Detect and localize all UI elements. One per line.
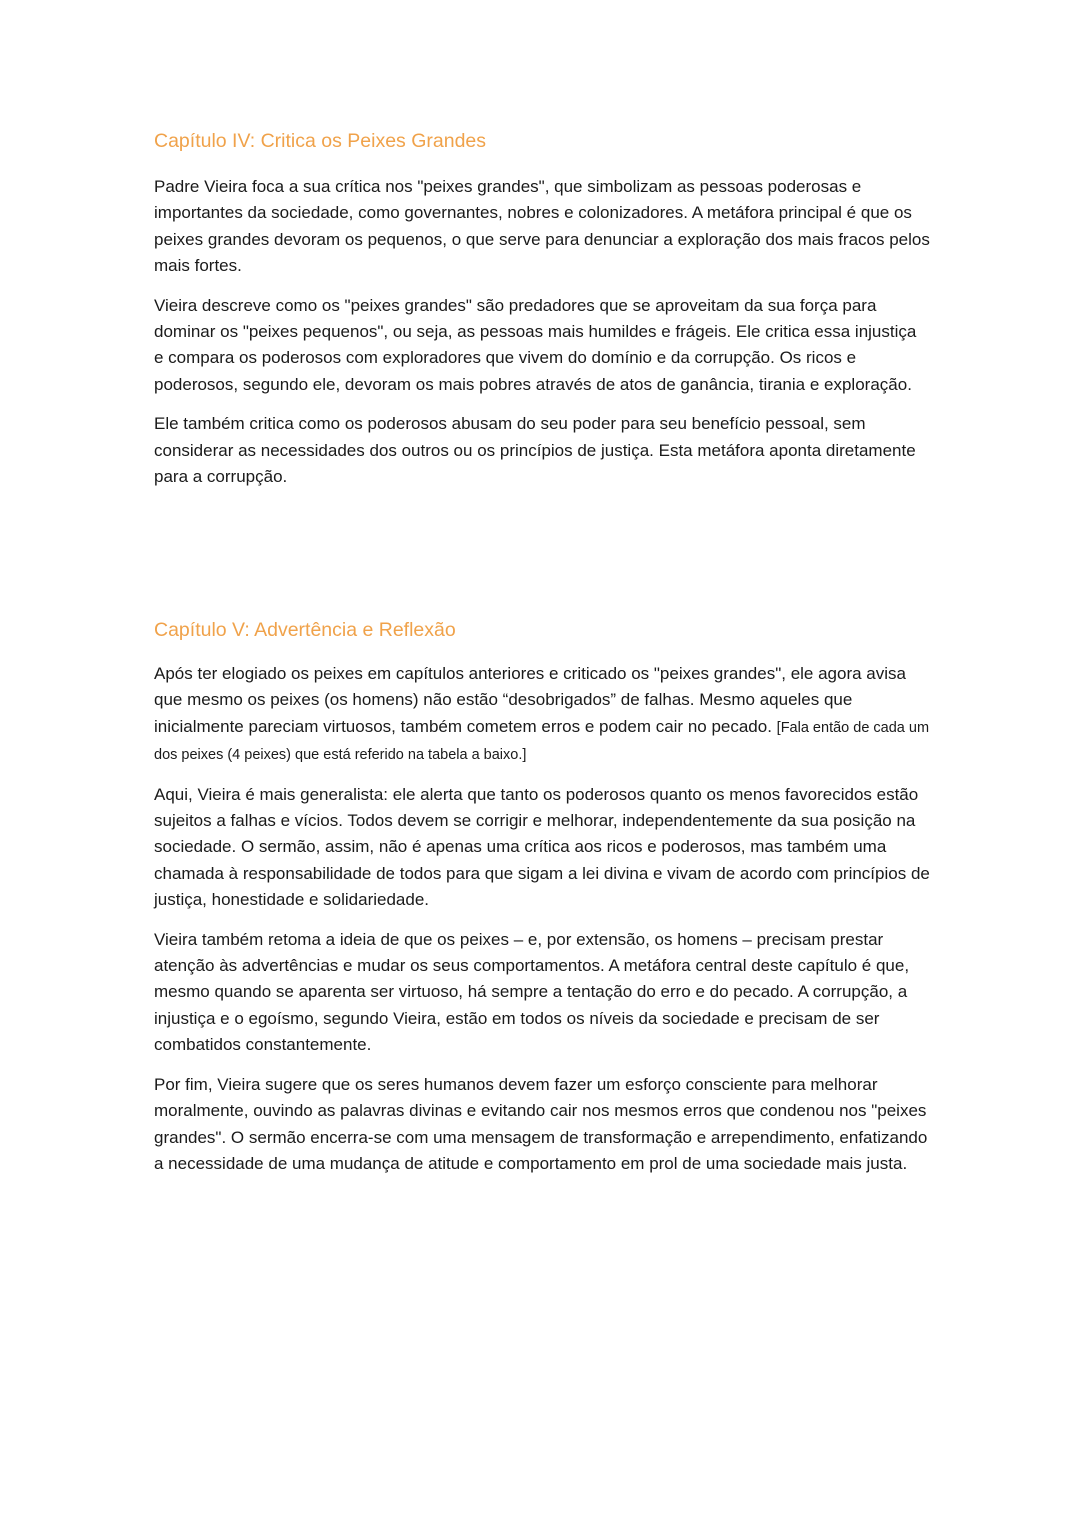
chapter-4-heading: Capítulo IV: Critica os Peixes Grandes	[154, 130, 487, 152]
chapter-5-paragraph-1: Aqui, Vieira é mais generalista: ele alerta que tanto os poderosos quanto os menos favorecidos estão sujeitos a falhas e vícios. Todos devem se corrigir e melhorar, independentemente da sua posição na sociedade. O sermão, assim, não é apenas uma crítica aos ricos e poderosos, mas também uma chamada à responsabilidade de todos para que sigam a lei divina e vivam de acordo com princípios de justiça, honestidade e solidariedade.	[154, 784, 930, 910]
chapter-4-paragraph-2: Vieira descreve como os "peixes grandes" são predadores que se aproveitam da sua força para dominar os "peixes pequenos", ou seja, as pessoas mais humildes e frágeis. Ele critica essa injustiça e compara os poderosos com exploradores que vivem do domínio e da corrupção. Os ricos e poderosos, segundo ele, devoram os mais pobres através de atos de ganância, tirania e exploração.	[154, 295, 917, 394]
chapter-5-paragraph-3: Por fim, Vieira sugere que os seres humanos devem fazer um esforço consciente para melhorar moralmente, ouvindo as palavras divinas e evitando cair nos mesmos erros que condenou nos "peixes grandes". O sermão encerra-se com uma mensagem de transformação e arrependimento, enfatizando a necessidade de uma mudança de atitude e comportamento em prol de uma sociedade mais justa.	[154, 1074, 928, 1173]
chapter-5-paragraph-2: Vieira também retoma a ideia de que os peixes – e, por extensão, os homens – precisam prestar atenção às advertências e mudar os seus comportamentos. A metáfora central deste capítulo é que, mesmo quando se aparenta ser virtuoso, há sempre a tentação do erro e do pecado. A corrupção, a injustiça e o egoísmo, segundo Vieira, estão em todos os níveis da sociedade e precisam de ser combatidos constantemente.	[154, 929, 910, 1055]
chapter-4-section	[154, 126, 930, 490]
chapter-5-heading: Capítulo V: Advertência e Reflexão	[154, 619, 456, 641]
chapter-5-section	[154, 615, 930, 1177]
chapter-4-paragraph-3: Ele também critica como os poderosos abusam do seu poder para seu benefício pessoal, sem considerar as necessidades dos outros ou os princípios de justiça. Esta metáfora aponta diretamente para a corrupção.	[154, 414, 916, 487]
chapter-5-intro-text: Após ter elogiado os peixes em capítulos anteriores e criticado os "peixes grandes", ele agora avisa que mesmo os peixes (os homens) não estão “desobrigados” de falhas. Mesmo aqueles que inicialmente pareciam virtuosos, também cometem erros e podem cair no pecado.	[154, 664, 906, 736]
chapter-4-paragraph-1: Padre Vieira foca a sua crítica nos "peixes grandes", que simbolizam as pessoas poderosas e importantes da sociedade, como governantes, nobres e colonizadores. A metáfora principal é que os peixes grandes devoram os pequenos, o que serve para denunciar a exploração dos mais fracos pelos mais fortes.	[154, 177, 930, 276]
chapter-5-intro-paragraph	[154, 661, 930, 769]
chapter-5-intro-note: [Fala então de cada um dos peixes (4 peixes) que está referido na tabela a baixo.]	[154, 719, 930, 764]
